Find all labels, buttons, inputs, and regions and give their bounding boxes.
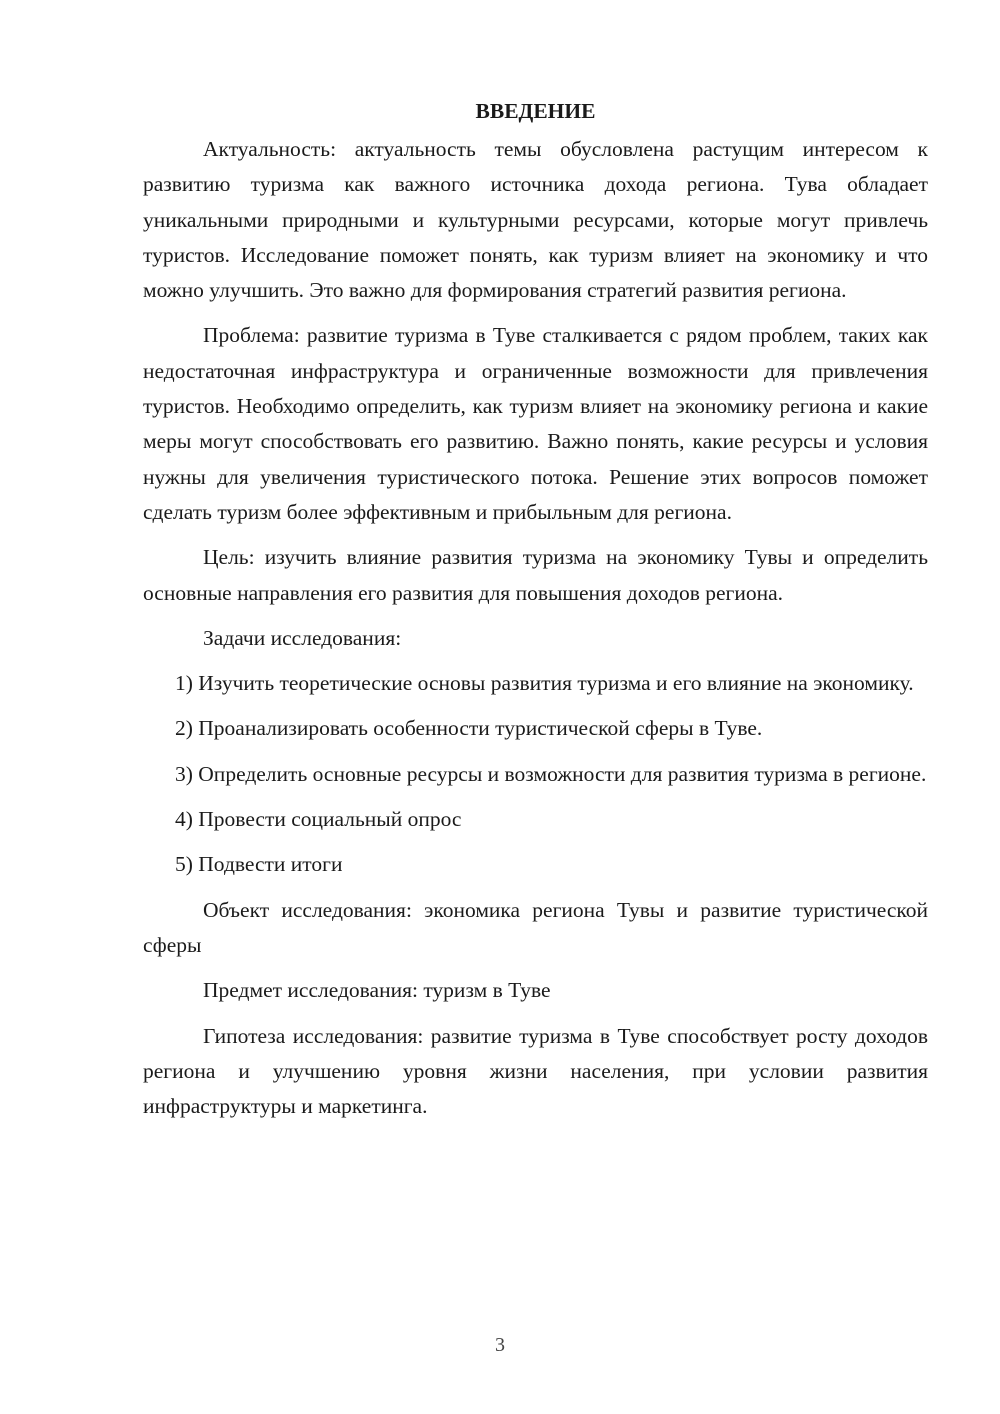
- task-item-3: 3) Определить основные ресурсы и возможности для развития туризма в регионе.: [175, 761, 927, 786]
- task-item-5: 5) Подвести итоги: [175, 852, 343, 877]
- paragraph-relevance: Актуальность: актуальность темы обусловлена растущим интересом к развитию туризма как важного источника дохода региона. Тува обладает уникальными природными и культурными ресурсами, которые могут привлечь туристов. Исследование поможет понять, как туризм влияет на экономику и что можно улучшить. Это важно для формирования стратегий развития региона.: [143, 137, 928, 303]
- page-title: ВВЕДЕНИЕ: [475, 99, 596, 123]
- tasks-heading: Задачи исследования:: [203, 625, 402, 650]
- paragraph-problem: Проблема: развитие туризма в Туве сталкивается с рядом проблем, таких как недостаточная инфраструктура и ограниченные возможности для привлечения туристов. Необходимо определить, как туризм влияет на экономику региона и какие меры могут способствовать его развитию. Важно понять, какие ресурсы и условия нужны для увеличения туристического потока. Решение этих вопросов поможет сделать туризм более эффективным и прибыльным для региона.: [143, 323, 928, 524]
- paragraph-subject: Предмет исследования: туризм в Туве: [203, 978, 551, 1003]
- task-item-2: 2) Проанализировать особенности туристической сферы в Туве.: [175, 716, 763, 741]
- paragraph-object: Объект исследования: экономика региона Тувы и развитие туристической сферы: [143, 897, 928, 957]
- paragraph-goal: Цель: изучить влияние развития туризма на экономику Тувы и определить основные направления его развития для повышения доходов региона.: [143, 545, 928, 605]
- paragraph-hypothesis: Гипотеза исследования: развитие туризма в Туве способствует росту доходов региона и улучшению уровня жизни населения, при условии развития инфраструктуры и маркетинга.: [143, 1023, 928, 1119]
- task-item-4: 4) Провести социальный опрос: [175, 807, 462, 832]
- page-content: [143, 96, 928, 1134]
- task-item-1: 1) Изучить теоретические основы развития туризма и его влияние на экономику.: [175, 671, 914, 696]
- page-number: 3: [495, 1334, 505, 1356]
